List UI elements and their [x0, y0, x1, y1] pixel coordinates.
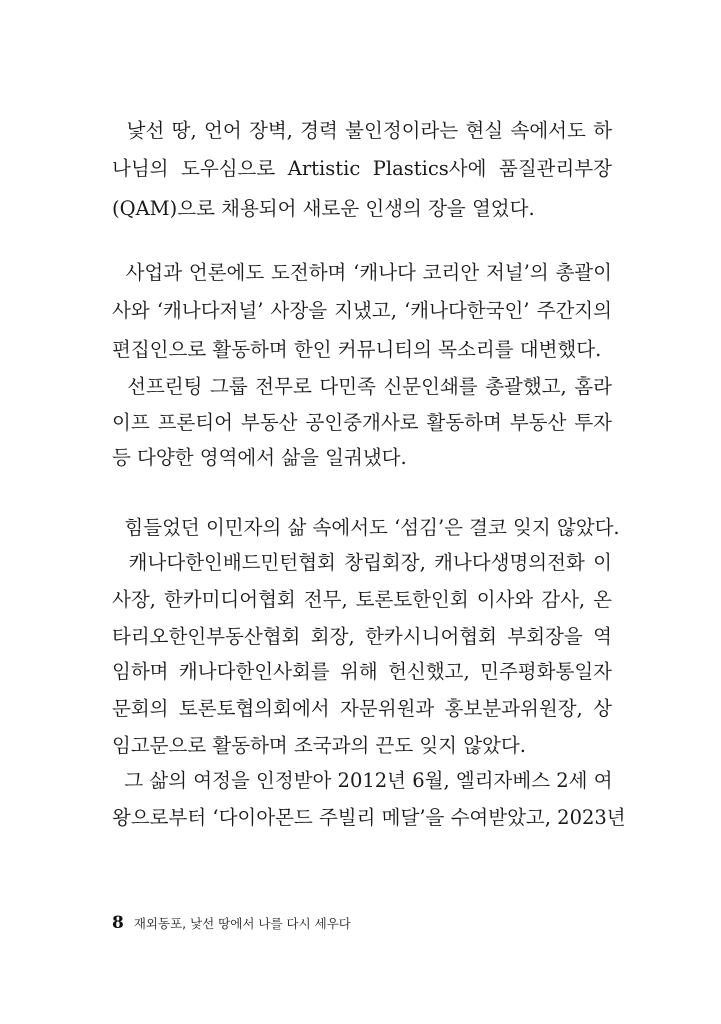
page-footer: [112, 913, 351, 933]
body-line: 사와 ‘캐나다저널’ 사장을 지냈고, ‘캐나다한국인’ 주간지의: [112, 299, 612, 322]
body-line: 등 다양한 영역에서 삶을 일궈냈다.: [112, 446, 407, 469]
body-line: 사장, 한카미디어협회 전무, 토론토한인회 이사와 감사, 온: [112, 588, 612, 611]
body-line: 낯선 땅, 언어 장벽, 경력 불인정이라는 현실 속에서도 하: [112, 119, 612, 142]
body-line: (QAM)으로 채용되어 새로운 인생의 장을 열었다.: [112, 197, 535, 220]
body-line: 그 삶의 여정을 인정받아 2012년 6월, 엘리자베스 2세 여: [112, 769, 613, 792]
body-line: 캐나다한인배드민턴협회 창립회장, 캐나다생명의전화 이: [112, 551, 612, 574]
body-line: 사업과 언론에도 도전하며 ‘캐나다 코리안 저널’의 총괄이: [112, 261, 612, 284]
body-line: 힘들었던 이민자의 삶 속에서도 ‘섬김’은 결코 잊지 않았다.: [112, 516, 620, 539]
body-line: 선프린팅 그룹 전무로 다민족 신문인쇄를 총괄했고, 홈라: [112, 375, 612, 398]
body-line: 이프 프론티어 부동산 공인중개사로 활동하며 부동산 투자: [112, 411, 612, 434]
body-line: 임고문으로 활동하며 조국과의 끈도 잊지 않았다.: [112, 734, 526, 757]
body-line: 타리오한인부동산협회 회장, 한카시니어협회 부회장을 역: [112, 625, 612, 648]
body-line: 나님의 도우심으로 Artistic Plastics사에 품질관리부장: [112, 157, 612, 180]
body-line: 편집인으로 활동하며 한인 커뮤니티의 목소리를 대변했다.: [112, 338, 602, 361]
running-title: 재외동포, 낯선 땅에서 나를 다시 세우다: [133, 916, 351, 931]
body-line: 문회의 토론토협의회에서 자문위원과 홍보분과위원장, 상: [112, 697, 612, 720]
body-line: 임하며 캐나다한인사회를 위해 헌신했고, 민주평화통일자: [112, 660, 612, 683]
body-line: 왕으로부터 ‘다이아몬드 주빌리 메달’을 수여받았고, 2023년: [112, 806, 626, 829]
page-number: 8: [112, 913, 124, 933]
